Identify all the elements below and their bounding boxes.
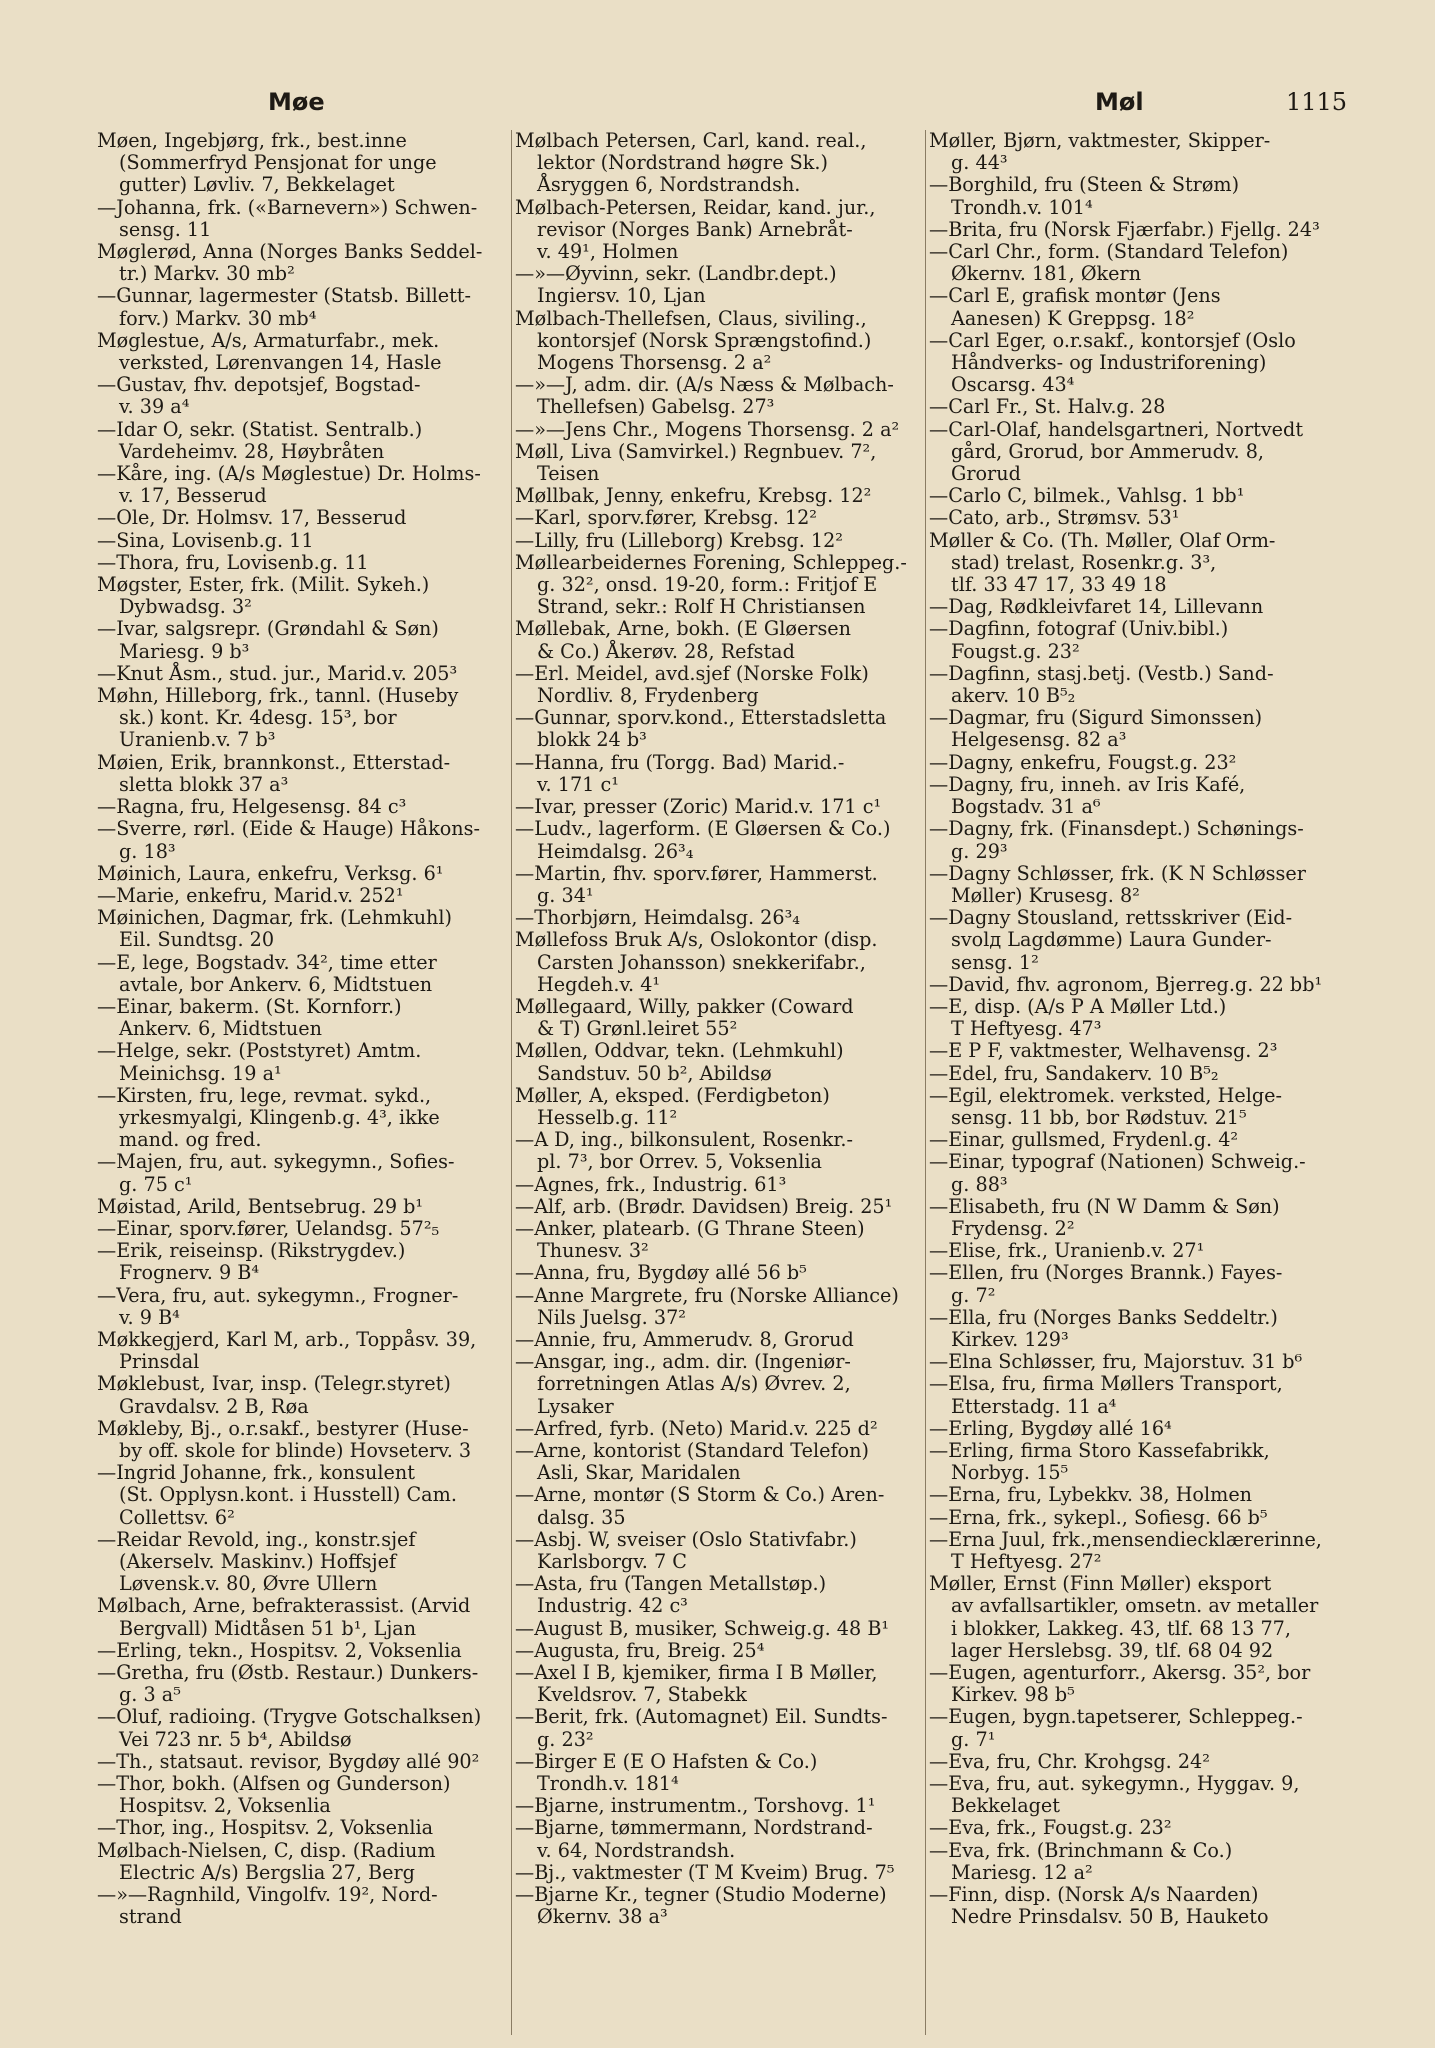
directory-entry: —Erik, reiseinsp. (Rikstrygdev.) Frognerv. 9 B⁴ [97,1239,406,1285]
directory-entry: —Gretha, fru (Østb. Restaur.) Dunkers- g. 3 a⁵ [97,1661,479,1707]
directory-entry: —Birger E (E O Hafsten & Co.) Trondh.v. 181⁴ [515,1749,818,1796]
directory-entry: —»—Jens Chr., Mogens Thorsensg. 2 a² [515,417,900,441]
directory-entry: —Arne, kontorist (Standard Telefon) Asli, Skar, Maridalen [515,1438,869,1485]
directory-entry: —Eugen, agenturforr., Akersg. 35², bor Kirkev. 98 b⁵ [929,1661,1311,1707]
directory-entry: —Einar, bakerm. (St. Kornforr.) Ankerv. 6, Midtstuen [97,994,402,1041]
header-right-word: Møl [1095,88,1144,116]
directory-entry: —Bjarne Kr., tegner (Studio Moderne) Økernv. 38 a³ [515,1883,887,1929]
directory-entry: —Edel, fru, Sandakerv. 10 B⁵₂ [929,1061,1219,1085]
directory-entry: Mølbach Petersen, Carl, kand. real., lektor (Nordstrand høgre Sk.) Åsryggen 6, Nordstrandsh. [515,130,867,197]
directory-entry: —Sverre, rørl. (Eide & Hauge) Håkons- g. 18³ [97,817,480,863]
directory-entry: —Carl Eger, o.r.sakf., kontorsjef (Oslo Håndverks- og Industriforening) Oscarsg. 43⁴ [929,328,1296,397]
directory-entry: —Erling, firma Storo Kassefabrikk, Norbyg. 15⁵ [929,1438,1270,1485]
directory-entry: —Finn, disp. (Norsk A/s Naarden) Nedre Prinsdalsv. 50 B, Hauketo [929,1883,1269,1929]
directory-entry: —Oluf, radioing. (Trygve Gotschalksen) Vei 723 nr. 5 b⁴, Abildsø [97,1705,482,1751]
directory-entry: —Carl Chr., form. (Standard Telefon) Økernv. 181, Økern [929,240,1289,286]
directory-entry: —Gustav, fhv. depotsjef, Bogstad- v. 39 a⁴ [97,373,421,419]
directory-entry: —Brita, fru (Norsk Fjærfabr.) Fjellg. 24³ [929,217,1320,241]
directory-entry: Møen, Ingebjørg, frk., best.inne (Sommerfryd Pensjonat for unge gutter) Løvliv. 7, Bekkelaget [97,130,437,197]
directory-entry: Møller, A, eksped. (Ferdigbeton) Hesselb.g. 11² [515,1083,830,1129]
directory-entry: —Elise, frk., Uranienb.v. 27¹ [929,1239,1205,1263]
directory-entry: —Anker, platearb. (G Thrane Steen) Thunesv. 3² [515,1216,865,1263]
directory-entry: —Elisabeth, fru (N W Damm & Søn) Frydensg. 2² [929,1194,1280,1240]
directory-entry: —Ludv., lagerform. (E Gløersen & Co.) Heimdalsg. 26³₄ [515,817,891,863]
directory-entry: —Dagny, frk. (Finansdept.) Schønings- g. 29³ [929,817,1304,863]
directory-entry: —Erna Juul, frk.,mensendiecklærerinne, T Heftyesg. 27² [929,1527,1322,1573]
directory-entry: —Anne Margrete, fru (Norske Alliance) Nils Juelsg. 37² [515,1283,899,1329]
directory-entry: —Egil, elektromek. verksted, Helge- sensg. 11 bb, bor Rødstuv. 21⁵ [929,1083,1282,1129]
page-header [0,88,1435,128]
directory-entry: —Thora, fru, Lovisenb.g. 11 [97,550,369,574]
directory-entry: —Einar, sporv.fører, Uelandsg. 57²₅ [97,1216,440,1240]
directory-entry: —Helge, sekr. (Poststyret) Amtm. Meinichsg. 19 a¹ [97,1039,422,1085]
directory-entry: —Kåre, ing. (A/s Møglestue) Dr. Holms- v. 17, Besserud [97,462,481,508]
directory-entry: —E, lege, Bogstadv. 34², time etter avtale, bor Ankerv. 6, Midtstuen [97,950,437,996]
directory-entry: Mølbach, Arne, befrakterassist. (Arvid Bergvall) Midtåsen 51 b¹, Ljan [97,1594,471,1640]
directory-entry: —Ole, Dr. Holmsv. 17, Besserud [97,506,407,530]
directory-entry: —Asta, fru (Tangen Metallstøp.) Industrig. 42 c³ [515,1572,827,1618]
directory-entry: —Martin, fhv. sporv.fører, Hammerst. g. 34¹ [515,861,878,907]
directory-entry: Møllbak, Jenny, enkefru, Krebsg. 12² [515,484,872,508]
directory-entry: —E, disp. (A/s P A Møller Ltd.) T Heftyesg. 47³ [929,994,1227,1041]
directory-entry: —Carlo C, bilmek., Vahlsg. 1 bb¹ [929,484,1245,508]
directory-entry: —Berit, frk. (Automagnet) Eil. Sundts- g. 23² [515,1705,888,1751]
directory-entry: —Elsa, fru, firma Møllers Transport, Etterstadg. 11 a⁴ [929,1372,1283,1418]
directory-entry: —Annie, fru, Ammerudv. 8, Grorud [515,1327,854,1351]
directory-entry: —Carl-Olaf, handelsgartneri, Nortvedt gård, Grorud, bor Ammerudv. 8, Grorud [929,417,1304,486]
directory-entry: Møllen, Oddvar, tekn. (Lehmkuhl) Sandstuv. 50 b², Abildsø [515,1039,844,1085]
directory-entry: —Agnes, frk., Industrig. 61³ [515,1172,787,1196]
directory-entry: —Hanna, fru (Torgg. Bad) Marid.- v. 171 c¹ [515,750,845,796]
directory-entry: Møistad, Arild, Bentsebrug. 29 b¹ [97,1194,424,1218]
header-left-word: Møe [268,88,325,116]
directory-entry: —»—Ragnhild, Vingolfv. 19², Nord- strand [97,1883,438,1929]
directory-entry: —Carl Fr., St. Halv.g. 28 [929,395,1166,419]
directory-entry: —Erna, frk., sykepl., Sofiesg. 66 b⁵ [929,1505,1268,1529]
directory-entry: —Dagny Stousland, rettsskriver (Eid- svоlд Lagdømme) Laura Gunder- sensg. 1² [929,906,1293,974]
directory-entry: —Dagmar, fru (Sigurd Simonssen) Helgesensg. 82 a³ [929,706,1263,752]
directory-entry: Møgster, Ester, frk. (Milit. Sykeh.) Dybwadsg. 3² [97,573,430,619]
directory-entry: —Thor, ing., Hospitsv. 2, Voksenlia [97,1816,434,1840]
directory-entry: —Bj., vaktmester (T M Kveim) Brug. 7⁵ [515,1860,895,1884]
directory-entry: —Sina, Lovisenb.g. 11 [97,528,314,552]
directory-entry: —Anna, fru, Bygdøy allé 56 b⁵ [515,1261,807,1285]
directory-entry: —Idar O, sekr. (Statist. Sentralb.) Vardeheimv. 28, Høybråten [97,417,423,463]
directory-entry: —Majen, fru, aut. sykegymn., Sofies- g. 75 c¹ [97,1150,455,1196]
directory-entry: —Ivar, salgsrepr. (Grøndahl & Søn) Mariesg. 9 b³ [97,617,439,663]
directory-entry: —Erling, Bygdøy allé 16⁴ [929,1416,1172,1440]
directory-entry: Møllebak, Arne, bokh. (E Gløersen & Co.) Åkerøv. 28, Refstad [515,617,852,663]
directory-entry: —Dagny, fru, inneh. av Iris Kafé, Bogstadv. 31 a⁶ [929,772,1246,819]
directory-entry: Møkkegjerd, Karl M, arb., Toppåsv. 39, Prinsdal [97,1327,477,1374]
directory-entry: —Alf, arb. (Brødr. Davidsen) Breig. 25¹ [515,1194,893,1218]
directory-entry: —»—Øyvinn, sekr. (Landbr.dept.) Ingiersv. 10, Ljan [515,262,837,308]
directory-entry: Møllearbeidernes Forening, Schleppeg.- g. 32², onsd. 19-20, form.: Fritjof E Strand, sekr.: Rolf H Christiansen [515,550,907,619]
directory-entry: —»—J, adm. dir. (A/s Næss & Mølbach- Thellefsen) Gabelsg. 27³ [515,373,894,419]
directory-entry: —Ivar, presser (Zoric) Marid.v. 171 c¹ [515,795,882,819]
directory-entry: —E P F, vaktmester, Welhavensg. 2³ [929,1039,1278,1063]
directory-entry: —Eva, frk., Fougst.g. 23² [929,1816,1172,1840]
directory-entry: —Lilly, fru (Lilleborg) Krebsg. 12² [515,528,844,552]
directory-entry: —Karl, sporv.fører, Krebsg. 12² [515,506,818,530]
directory-entry: Møller & Co. (Th. Møller, Olaf Orm- stad) trelast, Rosenkr.g. 3³, tlf. 33 47 17, 33 49 18 [929,528,1276,597]
directory-entry: —Bjarne, instrumentm., Torshovg. 1¹ [515,1794,876,1818]
directory-entry: —Vera, fru, aut. sykegymn., Frogner- v. 9 B⁴ [97,1283,459,1329]
directory-entry: —Ansgar, ing., adm. dir. (Ingeniør- forretningen Atlas A/s) Øvrev. 2, Lysaker [515,1350,851,1418]
column-3 [925,130,1339,2035]
directory-entry: Mølbach-Petersen, Reidar, kand. jur., revisor (Norges Bank) Arnebråt- v. 49¹, Holmen [515,195,876,264]
directory-entry: Møinichen, Dagmar, frk. (Lehmkuhl) Eil. Sundtsg. 20 [97,906,453,952]
directory-entry: —David, fhv. agronom, Bjerreg.g. 22 bb¹ [929,972,1323,996]
directory-entry: —Elna Schløsser, fru, Majorstuv. 31 b⁶ [929,1350,1303,1374]
directory-entry: —Ella, fru (Norges Banks Seddeltr.) Kirkev. 129³ [929,1305,1278,1351]
directory-entry: Møglestue, A/s, Armaturfabr., mek. verksted, Lørenvangen 14, Hasle [97,328,442,375]
directory-entry: —Dagny Schløsser, frk. (K N Schløsser Møller) Krusesg. 8² [929,861,1306,907]
directory-entry: —Gunnar, sporv.kond., Etterstadsletta blokk 24 b³ [515,706,887,752]
directory-entry: —Dagny, enkefru, Fougst.g. 23² [929,750,1237,774]
directory-entry: —Knut Åsm., stud. jur., Marid.v. 205³ [97,661,458,685]
directory-entry: Møklebust, Ivar, insp. (Telegr.styret) Gravdalsv. 2 B, Røa [97,1372,451,1418]
directory-entry: —Eva, fru, Chr. Krohgsg. 24² [929,1749,1210,1773]
directory-entry: —Ellen, fru (Norges Brannk.) Fayes- g. 7² [929,1261,1283,1307]
directory-entry: —Johanna, frk. («Barnevern») Schwen- sensg. 11 [97,195,478,241]
directory-entry: —Gunnar, lagermester (Statsb. Billett- forv.) Markv. 30 mb⁴ [97,284,471,330]
directory-entry: —Cato, arb., Strømsv. 53¹ [929,506,1180,530]
directory-entry: —Einar, gullsmed, Frydenl.g. 4² [929,1128,1239,1152]
directory-entry: Møien, Erik, brannkonst., Etterstad- sletta blokk 37 a³ [97,750,451,796]
directory-entry: Møkleby, Bj., o.r.sakf., bestyrer (Huse- by off. skole for blinde) Hovseterv. 3 [97,1416,472,1462]
directory-entry: Møhn, Hilleborg, frk., tannl. (Huseby sk.) kont. Kr. 4desg. 15³, bor Uranienb.v. 7 b³ [97,684,459,752]
directory-entry: Møinich, Laura, enkefru, Verksg. 6¹ [97,861,444,885]
directory-entry: Møglerød, Anna (Norges Banks Seddel- tr.) Markv. 30 mb² [97,240,483,286]
directory-entry: —Erna, fru, Lybekkv. 38, Holmen [929,1483,1253,1507]
directory-entry: —Erl. Meidel, avd.sjef (Norske Folk) Nordliv. 8, Frydenberg [515,661,869,708]
directory-entry: Mølbach-Thellefsen, Claus, siviling., kontorsjef (Norsk Sprængstofind.) Mogens Thorsensg. 2 a² [515,306,872,375]
directory-entry: Møller, Bjørn, vaktmester, Skipper- g. 44³ [929,130,1271,175]
column-1 [97,130,505,2035]
directory-entry: —Eugen, bygn.tapetserer, Schleppeg.- g. 7¹ [929,1705,1303,1751]
directory-entry: —Dagfinn, stasj.betj. (Vestb.) Sand- akerv. 10 B⁵₂ [929,661,1274,708]
directory-entry: Møll, Liva (Samvirkel.) Regnbuev. 7², Teisen [515,439,877,486]
directory-entry: —Erling, tekn., Hospitsv. 2, Voksenlia [97,1638,462,1662]
directory-entry: —Asbj. W, sveiser (Oslo Stativfabr.) Karlsborgv. 7 C [515,1527,857,1573]
directory-entry: —Reidar Revold, ing., konstr.sjef (Akerselv. Maskinv.) Hoffsjef Løvensk.v. 80, Øvre Ullern [97,1527,416,1596]
directory-entry: —Eva, frk. (Brinchmann & Co.) Mariesg. 12 a² [929,1838,1233,1884]
directory-entry: —Borghild, fru (Steen & Strøm) Trondh.v. 101⁴ [929,173,1240,219]
directory-entry: —Ragna, fru, Helgesensg. 84 c³ [97,795,407,819]
directory-entry: —Kirsten, fru, lege, revmat. sykd., yrkesmyalgi, Klingenb.g. 4³, ikke mand. og fred. [97,1083,440,1152]
directory-entry: Mølbach-Nielsen, C, disp. (Radium Electric A/s) Bergslia 27, Berg [97,1838,436,1884]
directory-entry: —Dag, Rødkleivfaret 14, Lillevann [929,595,1264,619]
directory-entry: —Marie, enkefru, Marid.v. 252¹ [97,883,404,907]
directory-entry: Møllefoss Bruk A/s, Oslokontor (disp. Carsten Johansson) snekkerifabr., Hegdeh.v. 4¹ [515,928,878,996]
directory-entry: —Einar, typograf (Nationen) Schweig.- g. 88³ [929,1150,1306,1196]
directory-entry: —Axel I B, kjemiker, firma I B Møller, Kveldsrov. 7, Stabekk [515,1661,878,1707]
directory-entry: —Th., statsaut. revisor, Bygdøy allé 90² [97,1749,480,1773]
column-2 [511,130,925,2035]
directory-entry: —Thor, bokh. (Alfsen og Gunderson) Hospitsv. 2, Voksenlia [97,1772,451,1818]
directory-entry: Møller, Ernst (Finn Møller) eksport av avfallsartikler, omsetn. av metaller i blokker, Lakkeg. 43, tlf. 68 13 77, lager Herslebsg. 39, tlf. 68 04 92 [929,1572,1319,1662]
directory-entry: —A D, ing., bilkonsulent, Rosenkr.- pl. 7³, bor Orrev. 5, Voksenlia [515,1128,853,1174]
directory-entry: —August B, musiker, Schweig.g. 48 B¹ [515,1616,890,1640]
directory-entry: —Carl E, grafisk montør (Jens Aanesen) K Greppsg. 18² [929,284,1221,330]
directory-entry: —Arfred, fyrb. (Neto) Marid.v. 225 d² [515,1416,878,1440]
directory-entry: Møllegaard, Willy, pakker (Coward & T) Grønl.leiret 55² [515,994,854,1041]
directory-entry: —Arne, montør (S Storm & Co.) Aren- dalsg. 35 [515,1483,885,1529]
directory-entry: —Bjarne, tømmermann, Nordstrand- v. 64, Nordstrandsh. [515,1816,873,1862]
directory-entry: —Ingrid Johanne, frk., konsulent (St. Opplysn.kont. i Husstell) Cam. Collettsv. 6² [97,1461,457,1529]
directory-entry: —Eva, fru, aut. sykegymn., Hyggav. 9, Bekkelaget [929,1772,1300,1818]
directory-entry: —Thorbjørn, Heimdalsg. 26³₄ [515,906,800,930]
directory-entry: —Augusta, fru, Breig. 25⁴ [515,1638,765,1662]
page-number: 1115 [1286,88,1348,116]
directory-entry: —Dagfinn, fotograf (Univ.bibl.) Fougst.g. 23² [929,617,1229,663]
